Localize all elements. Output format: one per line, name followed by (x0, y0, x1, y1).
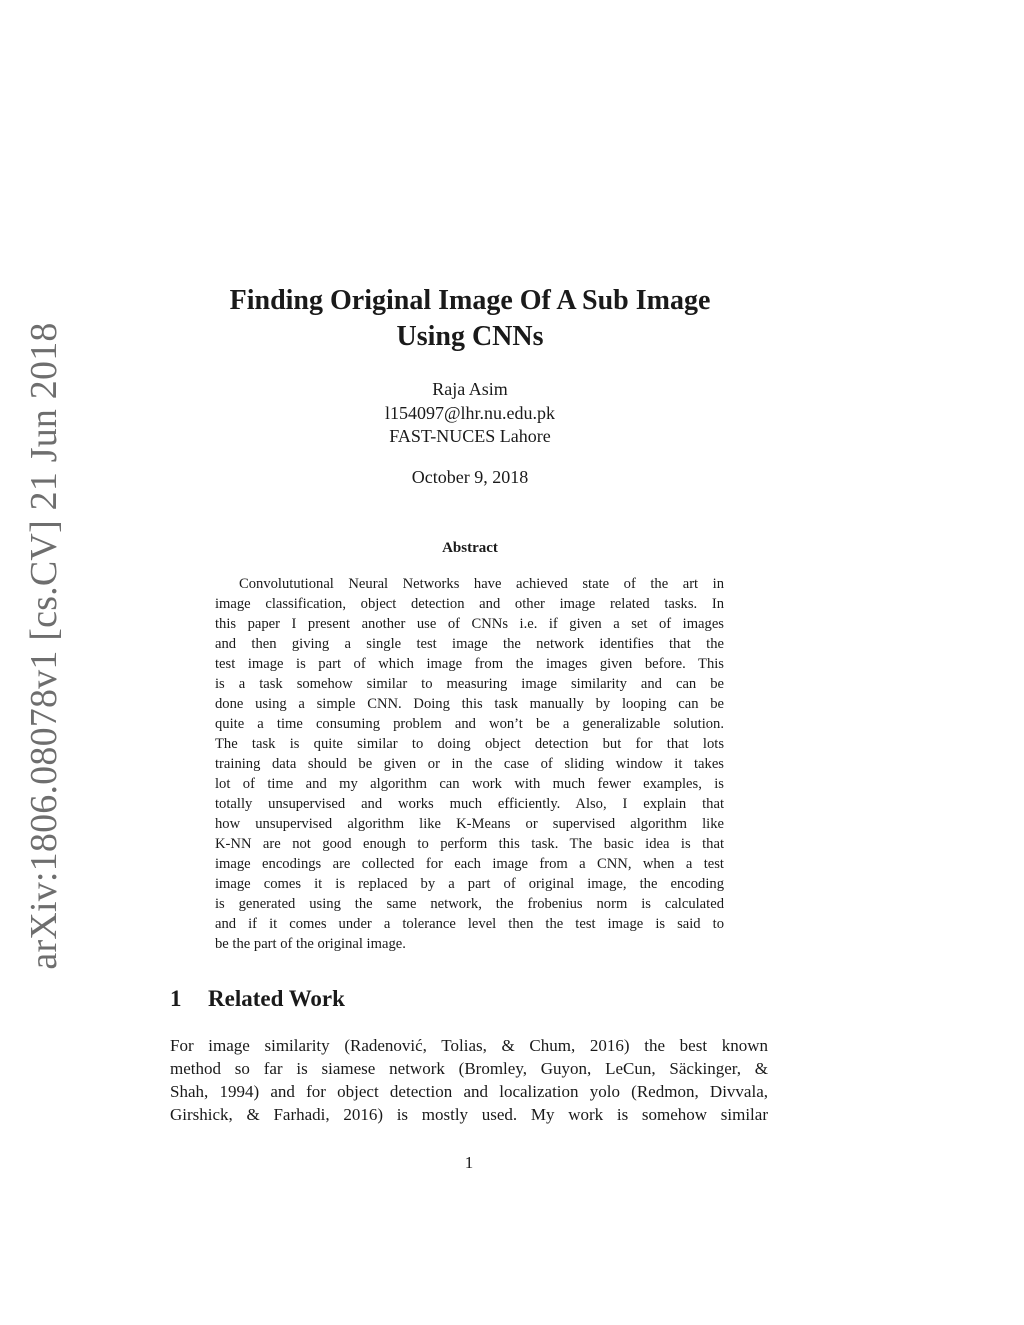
abstract-line: how unsupervised algorithm like K-Means or supervised algorithm like (215, 816, 724, 832)
abstract-line: is generated using the same network, the frobenius norm is calculated (215, 896, 724, 912)
author-affiliation: FAST-NUCES Lahore (389, 426, 551, 446)
author-email: l154097@lhr.nu.edu.pk (384, 402, 556, 423)
abstract-line: and if it comes under a tolerance level then the test image is said to (215, 916, 724, 932)
paper-title-line-1: Finding Original Image Of A Sub Image (229, 285, 711, 316)
author-block (270, 378, 670, 449)
abstract-line: and then giving a single test image the network identifies that the (215, 636, 724, 652)
paper-title (150, 283, 790, 355)
paper-date: October 9, 2018 (411, 467, 529, 487)
paper-title-line-2: Using CNNs (396, 321, 544, 352)
section-title: Related Work (208, 986, 345, 1011)
abstract-line: training data should be given or in the case of sliding window it takes (215, 756, 724, 772)
abstract-line: be the part of the original image. (215, 936, 406, 952)
paragraph-line: Girshick, & Farhadi, 2016) is mostly used. My work is somehow similar (170, 1105, 768, 1124)
abstract-line: quite a time consuming problem and won’t be a generalizable solution. (215, 716, 724, 732)
abstract-line: is a task somehow similar to measuring image similarity and can be (215, 676, 724, 692)
paragraph-line: For image similarity (Radenović, Tolias, & Chum, 2016) the best known (170, 1036, 768, 1055)
paragraph-line: Shah, 1994) and for object detection and localization yolo (Redmon, Divvala, (170, 1082, 768, 1101)
abstract-line: image encodings are collected for each image from a CNN, when a test (215, 856, 724, 872)
abstract-line: done using a simple CNN. Doing this task manually by looping can be (215, 696, 724, 712)
abstract-line: test image is part of which image from the images given before. This (215, 656, 724, 672)
abstract-line: this paper I present another use of CNNs i.e. if given a set of images (215, 616, 724, 632)
abstract-body (215, 574, 724, 954)
arxiv-identifier-stamp: arXiv:1806.08078v1 [cs.CV] 21 Jun 2018 (23, 322, 65, 970)
abstract-line: totally unsupervised and works much efficiently. Also, I explain that (215, 796, 724, 812)
author-name: Raja Asim (432, 379, 508, 399)
paragraph-line: method so far is siamese network (Bromley, Guyon, LeCun, Säckinger, & (170, 1059, 768, 1078)
abstract-heading: Abstract (442, 540, 498, 556)
abstract-line: Convolututional Neural Networks have achieved state of the art in (239, 576, 724, 592)
section-number: 1 (170, 986, 182, 1011)
abstract-line: image classification, object detection and other image related tasks. In (215, 596, 724, 612)
abstract-line: The task is quite similar to doing object detection but for that lots (215, 736, 724, 752)
abstract-line: lot of time and my algorithm can work with much fewer examples, is (215, 776, 724, 792)
page-number: 1 (464, 1153, 474, 1172)
abstract-line: K-NN are not good enough to perform this task. The basic idea is that (215, 836, 724, 852)
section-heading-related-work (170, 986, 345, 1012)
related-work-paragraph (170, 1034, 768, 1126)
abstract-line: image comes it is replaced by a part of original image, the encoding (215, 876, 724, 892)
